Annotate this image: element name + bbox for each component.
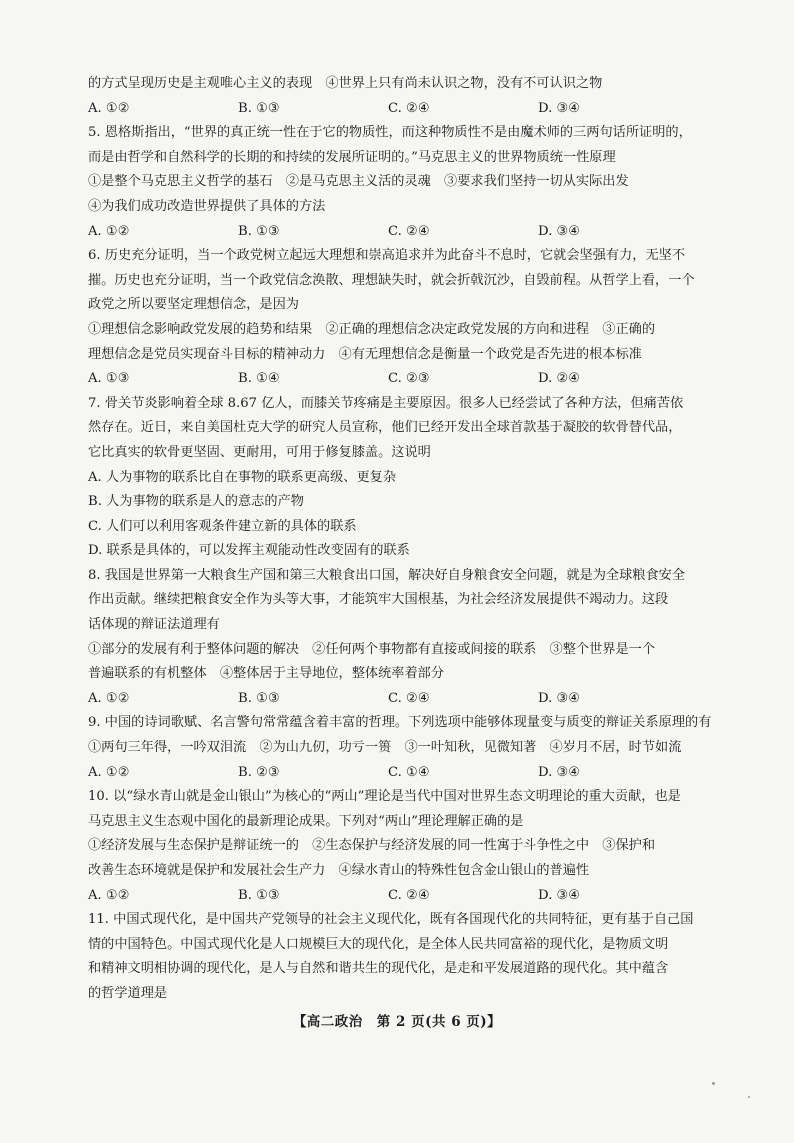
q10-option-b: B. ①③: [238, 887, 280, 903]
q11-stem-line: 11. 中国式现代化，是中国共产党领导的社会主义现代化，既有各国现代化的共同特征，更有基于自己国: [88, 912, 694, 928]
q6-choice-line: ①理想信念影响政党发展的趋势和结果 ②正确的理想信念决定政党发展的方向和进程 ③正确的: [88, 321, 656, 337]
q9-stem-line: 9. 中国的诗词歌赋、名言警句常常蕴含着丰富的哲理。下列选项中能够体现量变与质变的辩证关系原理的有: [88, 715, 712, 731]
q7-option-b: B. 人为事物的联系是人的意志的产物: [88, 494, 304, 510]
q8-option-c: C. ②④: [388, 690, 430, 706]
q4-choice-line: 的方式呈现历史是主观唯心主义的表现 ④世界上只有尚未认识之物，没有不可认识之物: [88, 76, 603, 91]
q9-option-c: C. ①④: [388, 764, 430, 780]
q7-stem-line: 然存在。近日，来自美国杜克大学的研究人员宣称，他们已经开发出全球首款基于凝胶的软骨替代品，: [88, 420, 682, 436]
q11-stem-line: 情的中国特色。中国式现代化是人口规模巨大的现代化，是全体人民共同富裕的现代化，是物质文明: [88, 936, 669, 952]
q8-choice-line: ①部分的发展有利于整体问题的解决 ②任何两个事物都有直接或间接的联系 ③整个世界是一个: [88, 641, 656, 657]
q8-stem-line: 话体现的辩证法道理有: [88, 617, 220, 633]
q9-options: [88, 761, 728, 786]
q9-option-b: B. ②③: [238, 764, 280, 780]
scan-speck: [712, 1082, 715, 1085]
scan-speck: [748, 1096, 750, 1098]
q9-option-d: D. ③④: [538, 764, 581, 780]
q5-option-d: D. ③④: [538, 223, 581, 239]
q6-options: [88, 367, 728, 392]
q10-option-d: D. ③④: [538, 887, 581, 903]
q5-stem-line: 而是由哲学和自然科学的长期的和持续的发展所证明的。”马克思主义的世界物质统一性原理: [88, 149, 616, 165]
q7-option-c: C. 人们可以利用客观条件建立新的具体的联系: [88, 518, 357, 534]
q9-option-a: A. ①②: [88, 764, 130, 780]
q10-stem-line: 马克思主义生态观中国化的最新理论成果。下列对“两山”理论理解正确的是: [88, 813, 524, 829]
q10-choice-line: 改善生态环境就是保护和发展社会生产力 ④绿水青山的特殊性包含金山银山的普遍性: [88, 863, 590, 878]
q5-choice-line: ①是整个马克思主义哲学的基石 ②是马克思主义活的灵魂 ③要求我们坚持一切从实际出发: [88, 174, 629, 190]
q6-option-b: B. ①④: [238, 371, 280, 387]
q10-option-a: A. ①②: [88, 887, 130, 903]
q6-option-d: D. ②④: [538, 371, 581, 387]
q8-choice-line: 普遍联系的有机整体 ④整体居于主导地位，整体统率着部分: [88, 666, 445, 682]
q8-options: [88, 687, 728, 712]
q7-stem-line: 7. 骨关节炎影响着全球 8.67 亿人，而膝关节疼痛是主要原因。很多人已经尝试了各种方法，但痛苦依: [88, 395, 684, 411]
q8-option-b: B. ①③: [238, 690, 280, 706]
q8-option-a: A. ①②: [88, 690, 130, 706]
q8-stem-line: 作出贡献。继续把粮食安全作为头等大事，才能筑牢大国根基，为社会经济发展提供不竭动力。这段: [88, 592, 669, 608]
exam-content: [88, 72, 728, 1007]
q6-stem-line: 6. 历史充分证明，当一个政党树立起远大理想和崇高追求并为此奋斗不息时，它就会坚强有力，无坚不: [88, 248, 686, 264]
q10-choice-line: ①经济发展与生态保护是辩证统一的 ②生态保护与经济发展的同一性寓于斗争性之中 ③保护和: [88, 838, 656, 854]
q5-option-c: C. ②④: [388, 223, 430, 239]
q10-option-c: C. ②④: [388, 887, 430, 903]
q4-option-c: C. ②④: [388, 100, 430, 116]
q4-options: [88, 97, 728, 122]
q4-option-d: D. ③④: [538, 100, 581, 116]
q4-option-b: B. ①③: [238, 100, 280, 116]
q5-choice-line: ④为我们成功改造世界提供了具体的方法: [88, 198, 326, 214]
q6-option-a: A. ①③: [88, 371, 130, 387]
q7-option-d: D. 联系是具体的，可以发挥主观能动性改变固有的联系: [88, 543, 410, 559]
q6-stem-line: 政党之所以要坚定理想信念，是因为: [88, 297, 299, 313]
q4-option-a: A. ①②: [88, 100, 130, 116]
q6-option-c: C. ②③: [388, 371, 430, 387]
q7-stem-line: 它比真实的软骨更坚固、更耐用，可用于修复膝盖。这说明: [88, 444, 431, 460]
q5-option-a: A. ①②: [88, 223, 130, 239]
q7-option-a: A. 人为事物的联系比自在事物的联系更高级、更复杂: [88, 469, 397, 485]
q6-choice-line: 理想信念是党员实现奋斗目标的精神动力 ④有无理想信念是衡量一个政党是否先进的根本标准: [88, 346, 642, 362]
q6-stem-line: 摧。历史也充分证明，当一个政党信念涣散、理想缺失时，就会折戟沉沙，自毁前程。从哲学上看，一个: [88, 272, 695, 288]
q5-stem-line: 5. 恩格斯指出，“世界的真正统一性在于它的物质性，而这种物质性不是由魔术师的三两句话所证明的，: [88, 125, 692, 141]
q5-option-b: B. ①③: [238, 223, 280, 239]
q10-options: [88, 884, 728, 909]
q8-option-d: D. ③④: [538, 690, 581, 706]
q9-choice-line: ①两句三年得，一吟双泪流 ②为山九仞，功亏一篑 ③一叶知秋，见微知著 ④岁月不居，时节如流: [88, 740, 682, 756]
q5-options: [88, 220, 728, 245]
q8-stem-line: 8. 我国是世界第一大粮食生产国和第三大粮食出口国，解决好自身粮食安全问题，就是为全球粮食安全: [88, 567, 686, 583]
q10-stem-line: 10. 以“绿水青山就是金山银山”为核心的“两山”理论是当代中国对世界生态文明理论的重大贡献，也是: [88, 789, 681, 805]
q11-stem-line: 和精神文明相协调的现代化，是人与自然和谐共生的现代化，是走和平发展道路的现代化。其中蕴含: [88, 961, 669, 977]
page-footer: 【高二政治 第 2 页(共 6 页)】: [292, 1014, 502, 1030]
q11-stem-line: 的哲学道理是: [88, 985, 168, 1001]
